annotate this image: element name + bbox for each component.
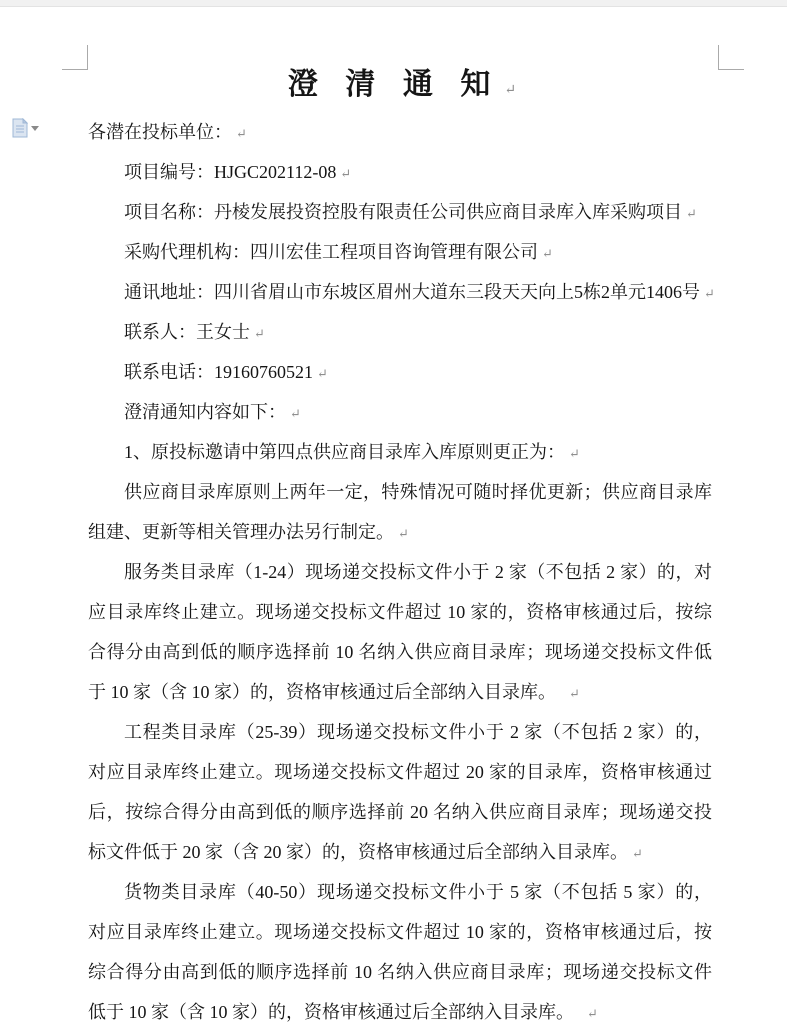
doc-line-text: 低于 10 家（含 10 家）的，资格审核通过后全部纳入目录库。 bbox=[88, 1002, 583, 1022]
paragraph-mark-icon: ↵ bbox=[254, 326, 265, 341]
doc-line-text: 联系人：王女士 bbox=[124, 322, 250, 342]
doc-line-text: 工程类目录库（25-39）现场递交投标文件小于 2 家（不包括 2 家）的， bbox=[124, 722, 712, 742]
doc-line-text: 联系电话：19160760521 bbox=[124, 362, 313, 382]
doc-line bbox=[88, 832, 716, 872]
doc-line bbox=[88, 952, 716, 992]
doc-line-text: 综合得分由高到低的顺序选择前 10 名纳入供应商目录库；现场递交投标文件 bbox=[88, 962, 712, 982]
paragraph-mark-icon: ↵ bbox=[542, 246, 553, 261]
paragraph-mark-icon: ↵ bbox=[398, 526, 409, 541]
doc-line bbox=[88, 992, 716, 1032]
doc-line-text: 采购代理机构：四川宏佳工程项目咨询管理有限公司 bbox=[124, 242, 538, 262]
doc-line bbox=[88, 192, 716, 232]
doc-line-text: 对应目录库终止建立。现场递交投标文件超过 20 家的目录库，资格审核通过 bbox=[88, 762, 712, 782]
doc-line-text: 供应商目录库原则上两年一定，特殊情况可随时择优更新；供应商目录库 bbox=[124, 482, 712, 502]
doc-line-text: 各潜在投标单位： bbox=[88, 122, 232, 142]
paragraph-mark-icon: ↵ bbox=[686, 206, 697, 221]
paragraph-mark-icon: ↵ bbox=[236, 126, 247, 141]
doc-line bbox=[88, 432, 716, 472]
paste-options-button[interactable] bbox=[12, 114, 54, 142]
paragraph-mark-icon: ↵ bbox=[504, 83, 517, 98]
doc-line bbox=[88, 632, 716, 672]
doc-line-text: 后，按综合得分由高到低的顺序选择前 20 名纳入供应商目录库；现场递交投 bbox=[88, 802, 712, 822]
doc-line-text: 通讯地址：四川省眉山市东坡区眉州大道东三段天天向上5栋2单元1406号 bbox=[124, 282, 700, 302]
doc-line-text: 货物类目录库（40-50）现场递交投标文件小于 5 家（不包括 5 家）的， bbox=[124, 882, 712, 902]
clipboard-paste-icon bbox=[12, 118, 28, 138]
doc-line-text: 标文件低于 20 家（含 20 家）的，资格审核通过后全部纳入目录库。 bbox=[88, 842, 628, 862]
doc-line bbox=[88, 152, 716, 192]
doc-line-text: 对应目录库终止建立。现场递交投标文件超过 10 家的，资格审核通过后，按 bbox=[88, 922, 712, 942]
doc-line bbox=[88, 112, 716, 152]
doc-line bbox=[88, 272, 716, 312]
paragraph-mark-icon: ↵ bbox=[704, 286, 715, 301]
doc-line bbox=[88, 592, 716, 632]
doc-line-text: 项目名称：丹棱发展投资控股有限责任公司供应商目录库入库采购项目 bbox=[124, 202, 682, 222]
paragraph-mark-icon: ↵ bbox=[632, 846, 643, 861]
paragraph-mark-icon: ↵ bbox=[290, 406, 301, 421]
doc-line bbox=[88, 912, 716, 952]
margin-crop-mark-top-left bbox=[62, 45, 88, 70]
doc-line bbox=[88, 712, 716, 752]
doc-line-text: 服务类目录库（1-24）现场递交投标文件小于 2 家（不包括 2 家）的，对 bbox=[124, 562, 712, 582]
doc-line bbox=[88, 752, 716, 792]
doc-line bbox=[88, 232, 716, 272]
paragraph-mark-icon: ↵ bbox=[317, 366, 328, 381]
doc-line bbox=[88, 352, 716, 392]
margin-crop-mark-top-right bbox=[718, 45, 744, 70]
doc-line-text: 于 10 家（含 10 家）的，资格审核通过后全部纳入目录库。 bbox=[88, 682, 565, 702]
doc-line bbox=[88, 312, 716, 352]
doc-line bbox=[88, 792, 716, 832]
doc-line bbox=[88, 552, 716, 592]
document-content bbox=[88, 58, 716, 1032]
page-title bbox=[88, 58, 716, 112]
window-top-edge bbox=[0, 0, 787, 7]
doc-line-text: 1、原投标邀请中第四点供应商目录库入库原则更正为： bbox=[124, 442, 565, 462]
doc-line bbox=[88, 472, 716, 512]
doc-line-text: 组建、更新等相关管理办法另行制定。 bbox=[88, 522, 394, 542]
doc-line-text: 澄清通知内容如下： bbox=[124, 402, 286, 422]
paragraph-mark-icon: ↵ bbox=[569, 446, 580, 461]
doc-line-text: 项目编号：HJGC202112-08 bbox=[124, 162, 337, 182]
chevron-down-icon bbox=[31, 126, 39, 131]
doc-line bbox=[88, 512, 716, 552]
title-text: 澄 清 通 知 bbox=[287, 68, 501, 101]
doc-line bbox=[88, 672, 716, 712]
doc-line bbox=[88, 392, 716, 432]
paragraph-mark-icon: ↵ bbox=[569, 686, 580, 701]
paragraph-mark-icon: ↵ bbox=[587, 1006, 598, 1021]
doc-line-text: 应目录库终止建立。现场递交投标文件超过 10 家的，资格审核通过后，按综 bbox=[88, 602, 712, 622]
doc-line bbox=[88, 872, 716, 912]
doc-line-text: 合得分由高到低的顺序选择前 10 名纳入供应商目录库；现场递交投标文件低 bbox=[88, 642, 712, 662]
paragraph-mark-icon: ↵ bbox=[340, 166, 352, 181]
